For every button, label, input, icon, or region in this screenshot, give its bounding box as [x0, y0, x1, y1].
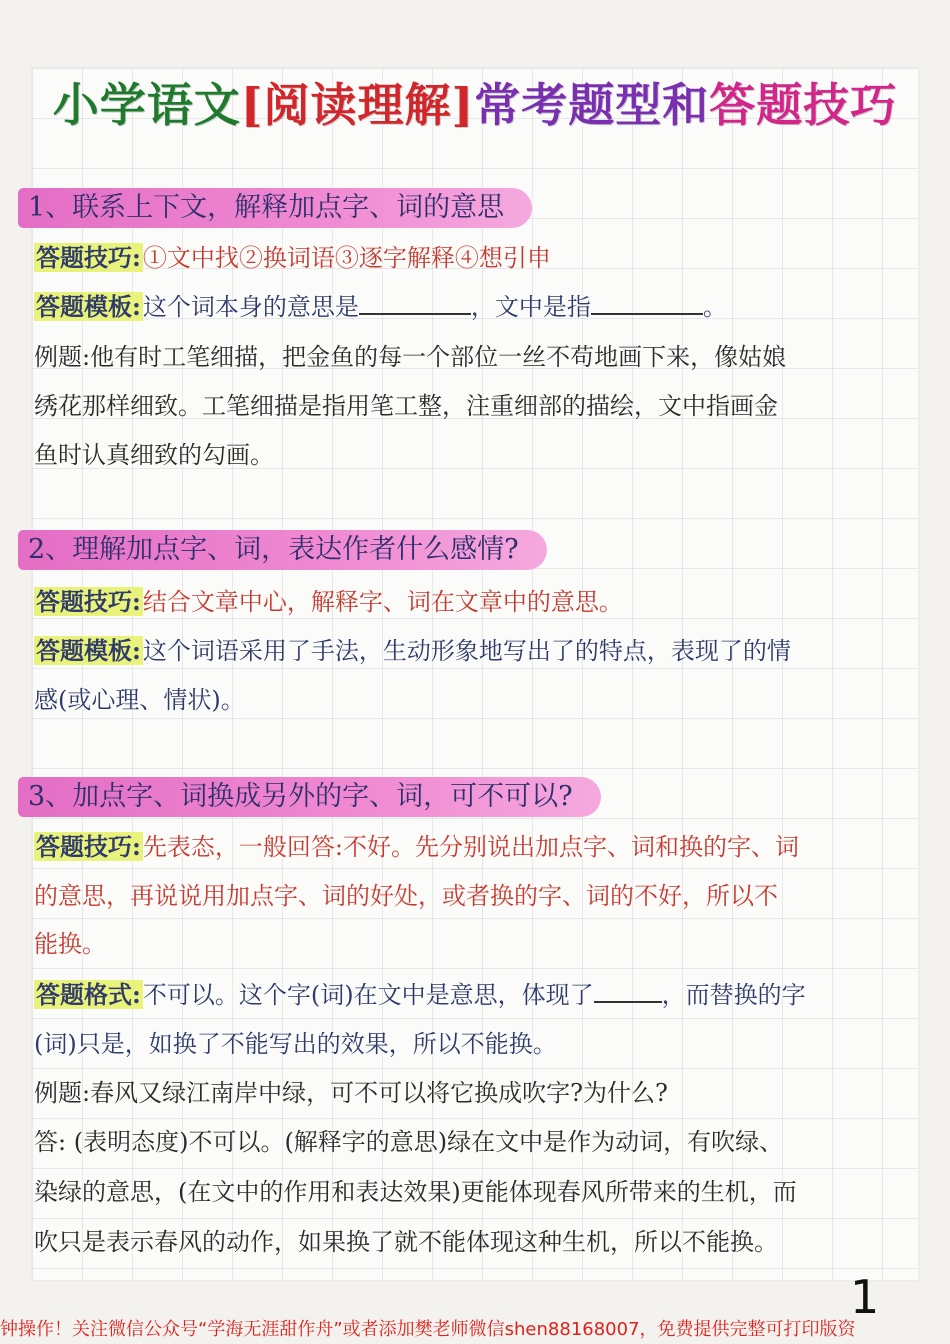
section-1-heading: 1、联系上下文，解释加点字、词的意思	[18, 188, 532, 228]
section-1-example-line-2: 绣花那样细致。工笔细描是指用笔工整，注重细部的描绘，文中指画金	[34, 392, 778, 420]
section-1-example-line-1: 例题:他有时工笔细描，把金鱼的每一个部位一丝不苟地画下来，像姑娘	[34, 343, 787, 371]
section-3-format-line-2: (词)只是，如换了不能写出的效果，所以不能换。	[34, 1030, 557, 1058]
section-3-format-b: ，而替换的字	[661, 981, 806, 1009]
title-part-2: 阅读理解	[263, 78, 452, 132]
footer-watermark-text: 钟操作！关注微信公众号“学海无涯甜作舟”或者添加樊老师微信shen88168007，免费提供完整可打印版资	[0, 1319, 856, 1340]
section-3-tips-label: 答题技巧:	[36, 832, 141, 861]
answer-blank	[594, 979, 662, 1003]
section-3-answer-line-2: 染绿的意思，(在文中的作用和表达效果)更能体现春风所带来的生机，而	[34, 1178, 797, 1206]
section-3-tips-line-3: 能换。	[34, 930, 106, 958]
section-2-heading: 2、理解加点字、词，表达作者什么感情?	[18, 530, 547, 570]
section-2-template-line-1: 这个词语采用了手法，生动形象地写出了的特点，表现了的情	[142, 637, 791, 665]
section-3-answer-line-3: 吹只是表示春风的动作，如果换了就不能体现这种生机，所以不能换。	[34, 1228, 778, 1256]
title-part-3: 常考题型和	[474, 78, 710, 132]
section-2-tips-label: 答题技巧:	[36, 587, 141, 616]
section-2-template	[34, 627, 914, 675]
section-1-tips	[34, 234, 914, 282]
section-3-example: 例题:春风又绿江南岸中绿，可不可以将它换成吹字?为什么?	[34, 1079, 668, 1107]
answer-blank	[359, 291, 471, 315]
title-part-1: 小学语文	[52, 78, 241, 132]
section-3-tips	[34, 823, 914, 871]
section-1-tips-label: 答题技巧:	[36, 243, 141, 272]
page-title	[30, 74, 920, 136]
section-2-tips	[34, 578, 914, 626]
title-bracket-open: [	[240, 78, 264, 132]
section-1-tips-text: ①文中找②换词语③逐字解释④想引申	[142, 244, 551, 272]
section-1-example-line-3: 鱼时认真细致的勾画。	[34, 441, 274, 469]
section-1-template-b: ，文中是指	[470, 293, 591, 321]
title-bracket-close: ]	[451, 78, 475, 132]
section-3-format-a: 不可以。这个字(词)在文中是意思，体现了	[142, 981, 594, 1009]
section-3-heading: 3、加点字、词换成另外的字、词，可不可以?	[18, 777, 601, 817]
section-3-tips-line-2: 的意思，再说说用加点字、词的好处，或者换的字、词的不好，所以不	[34, 882, 778, 910]
section-2-tips-text: 结合文章中心，解释字、词在文章中的意思。	[142, 588, 623, 616]
section-1-template-label: 答题模板:	[36, 292, 141, 321]
section-2-template-label: 答题模板:	[36, 636, 141, 665]
title-part-4: 答题技巧	[709, 78, 898, 132]
page-number: 1	[850, 1270, 880, 1324]
answer-blank	[591, 291, 703, 315]
section-1-template-c: 。	[702, 293, 727, 321]
section-1-template	[34, 283, 914, 331]
section-2-template-line-2: 感(或心理、情状)。	[34, 686, 245, 714]
section-3-format	[34, 971, 914, 1019]
section-3-format-label: 答题格式:	[36, 980, 141, 1009]
section-3-tips-line-1: 先表态，一般回答:不好。先分别说出加点字、词和换的字、词	[142, 833, 799, 861]
section-3-answer-line-1: 答: (表明态度)不可以。(解释字的意思)绿在文中是作为动词，有吹绿、	[34, 1128, 784, 1156]
section-1-template-a: 这个词本身的意思是	[142, 293, 359, 321]
